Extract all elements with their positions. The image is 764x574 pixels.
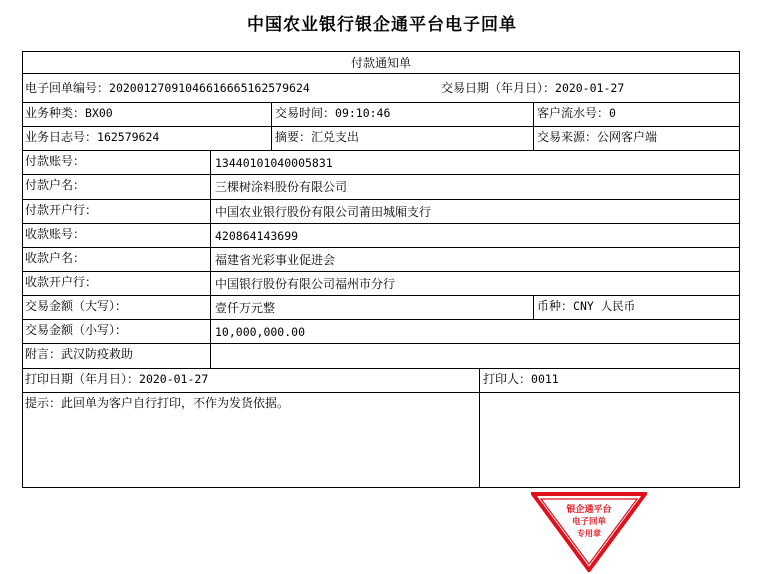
payer-account-label: 付款账号： [25, 154, 86, 168]
printer-label: 打印人： [483, 372, 532, 386]
trade-time-field [275, 106, 390, 120]
business-type-value: BX00 [85, 106, 113, 120]
currency-label: 币种： [537, 299, 574, 313]
payer-bank-label: 付款开户行： [25, 203, 98, 217]
print-date-label: 打印日期（年月日）： [25, 372, 140, 386]
tip-value: 此回单为客户自行打印，不作为发货依据。 [61, 396, 290, 410]
divider [23, 392, 739, 393]
payee-name-label: 收款户名： [25, 251, 86, 265]
printer-value: 0011 [531, 372, 559, 386]
divider [23, 271, 739, 272]
print-date-value: 2020-01-27 [139, 372, 209, 386]
divider [479, 368, 480, 488]
remark-label: 附言： [25, 347, 62, 361]
currency-value: CNY 人民币 [573, 299, 636, 313]
source-value: 公网客户端 [597, 130, 658, 144]
business-type-field [25, 106, 113, 120]
receipt-no-label: 电子回单编号： [25, 81, 110, 95]
stamp-text-line2: 电子回单 [571, 517, 607, 527]
payee-bank-value: 中国银行股份有限公司福州市分行 [215, 277, 396, 291]
divider [23, 343, 739, 344]
remark-field [25, 347, 133, 361]
source-label: 交易来源： [537, 130, 598, 144]
stamp-text-line1: 银企通平台 [566, 505, 612, 515]
divider [23, 223, 739, 224]
remark-value: 武汉防疫救助 [61, 347, 134, 361]
trade-date-label: 交易日期（年月日）： [441, 81, 556, 95]
divider [23, 102, 739, 103]
summary-value: 汇兑支出 [311, 130, 360, 144]
trade-date-field [441, 81, 624, 95]
divider [23, 319, 739, 320]
divider [23, 174, 739, 175]
business-log-field [25, 130, 159, 144]
receipt-no-field [25, 81, 310, 95]
payee-bank-label: 收款开户行： [25, 275, 98, 289]
amount-upper-label: 交易金额（大写）： [25, 299, 128, 313]
divider [23, 368, 739, 369]
document-title: 中国农业银行银企通平台电子回单 [247, 15, 517, 35]
business-log-label: 业务日志号： [25, 130, 98, 144]
amount-lower-value: 10,000,000.00 [215, 325, 306, 339]
receipt-no-value: 20200127091046616665162579624 [109, 81, 310, 95]
payer-bank-value: 中国农业银行股份有限公司莆田城厢支行 [215, 205, 432, 219]
payer-account-value: 13440101040005831 [215, 156, 333, 170]
amount-upper-value: 壹仟万元整 [215, 301, 276, 315]
official-stamp [531, 492, 647, 572]
customer-serial-label: 客户流水号： [537, 106, 610, 120]
divider [23, 126, 739, 127]
divider [23, 73, 739, 74]
summary-field [275, 130, 359, 144]
divider [23, 150, 739, 151]
trade-time-label: 交易时间： [275, 106, 336, 120]
printer-field [483, 372, 559, 386]
divider [533, 102, 534, 150]
divider [533, 295, 534, 319]
stamp-text-line3: 专用章 [577, 529, 601, 538]
trade-time-value: 09:10:46 [335, 106, 391, 120]
divider [23, 295, 739, 296]
form-subtitle: 付款通知单 [350, 56, 411, 70]
divider [23, 247, 739, 248]
trade-date-value: 2020-01-27 [555, 81, 625, 95]
payee-account-label: 收款账号： [25, 227, 86, 241]
business-log-value: 162579624 [97, 130, 160, 144]
divider [210, 150, 211, 368]
payee-account-value: 420864143699 [215, 229, 299, 243]
summary-label: 摘要： [275, 130, 312, 144]
print-date-field [25, 372, 208, 386]
tip-field [25, 396, 289, 410]
customer-serial-value: 0 [609, 106, 616, 120]
divider [271, 102, 272, 150]
payee-name-value: 福建省光彩事业促进会 [215, 253, 336, 267]
receipt-table [22, 51, 740, 488]
amount-lower-label: 交易金额（小写）： [25, 323, 128, 337]
payer-name-value: 三棵树涂料股份有限公司 [215, 180, 348, 194]
currency-field [537, 299, 635, 313]
customer-serial-field [537, 106, 616, 120]
payer-name-label: 付款户名： [25, 178, 86, 192]
tip-label: 提示： [25, 396, 62, 410]
divider [23, 199, 739, 200]
business-type-label: 业务种类： [25, 106, 86, 120]
source-field [537, 130, 657, 144]
